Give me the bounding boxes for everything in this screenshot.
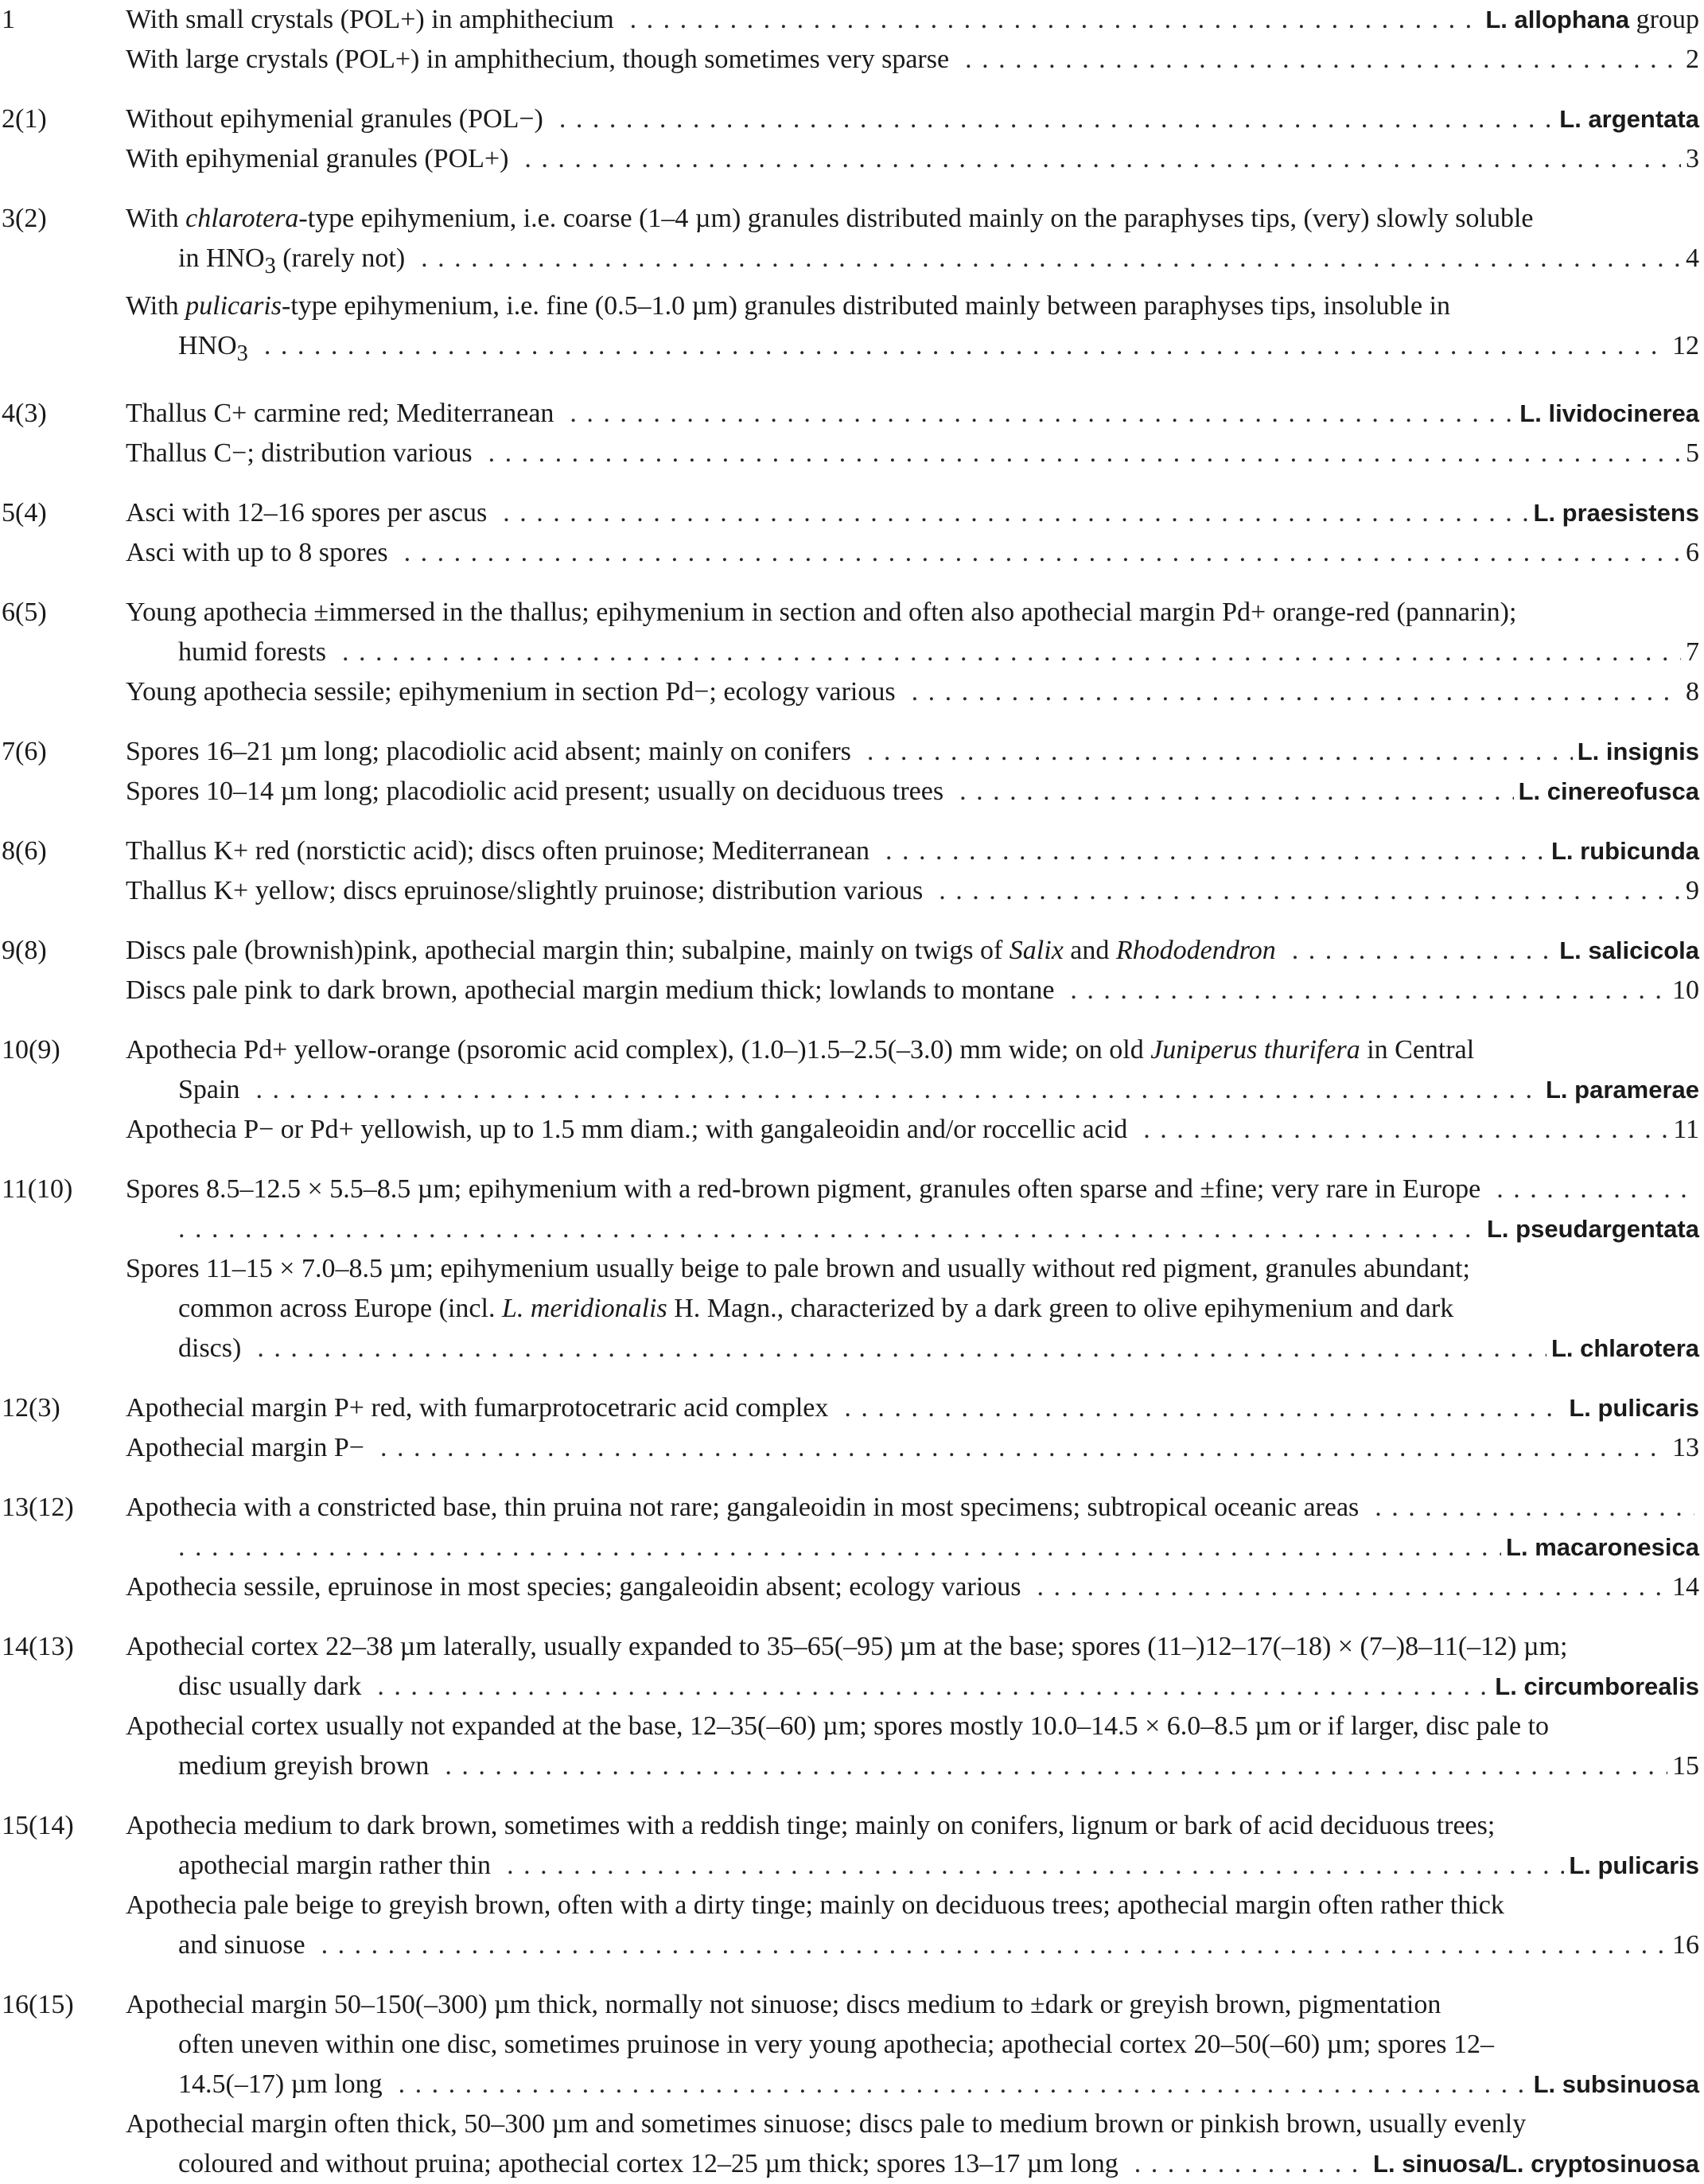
lead-text: -type epihymenium, i.e. coarse (1–4 µm) granules distributed mainly on the paraphyses tips, (very) slowly soluble [298, 204, 1534, 233]
leader-dots [404, 533, 1681, 573]
key-lead [126, 533, 1699, 573]
taxon-name: L. praesistens [1533, 498, 1699, 527]
key-lead [126, 593, 1699, 672]
goto-number: 3 [1686, 144, 1699, 173]
couplet-number: 14(13) [2, 1631, 74, 1661]
leader-dots [377, 1667, 1490, 1707]
key-lead [126, 40, 1699, 80]
goto-number: 2 [1686, 45, 1699, 74]
taxon-name: L. pseudargentata [1487, 1214, 1699, 1243]
key-lead [126, 1388, 1699, 1428]
key-lead [126, 1886, 1699, 1965]
lead-text: Thallus K+ red (norstictic acid); discs often pruinose; Mediterranean [126, 835, 870, 866]
lead-text: coloured and without pruina; apothecial cortex 12–25 µm thick; spores 13–17 µm long [178, 2148, 1118, 2178]
key-lead [126, 1249, 1699, 1368]
couplet [0, 1806, 1704, 1965]
subscript: 3 [236, 341, 248, 366]
lead-text: discs) [178, 1333, 242, 1363]
lead-text: Asci with up to 8 spores [126, 537, 388, 567]
lead-text: Spores 10–14 µm long; placodiolic acid present; usually on deciduous trees [126, 776, 944, 806]
leader-dots [867, 732, 1573, 772]
lead-text: disc usually dark [178, 1671, 362, 1701]
lead-text: With large crystals (POL+) in amphithecium, though sometimes very sparse [126, 45, 950, 74]
taxon-name: L. cinereofusca [1518, 777, 1699, 805]
lead-text: humid forests [178, 637, 327, 667]
lead-text: and [1063, 935, 1116, 965]
key-lead [126, 1707, 1699, 1786]
couplet-number: 6(5) [2, 597, 47, 627]
couplet-number: 12(3) [2, 1392, 60, 1423]
couplet [0, 1030, 1704, 1150]
lead-text: Thallus K+ yellow; discs epruinose/slightly pruinose; distribution various [126, 875, 924, 905]
goto-number: 8 [1686, 676, 1699, 707]
couplet [0, 931, 1704, 1010]
lead-line [126, 199, 1699, 239]
lead-text: Apothecia P− or Pd+ yellowish, up to 1.5 mm diam.; with gangaleoidin and/or roccellic acid [126, 1114, 1128, 1144]
lead-line [126, 286, 1699, 326]
leader-dots [1375, 1488, 1694, 1528]
couplet [0, 0, 1704, 80]
couplet-number: 2(1) [2, 104, 47, 134]
couplet-number: 9(8) [2, 935, 47, 965]
key-lead [126, 1567, 1699, 1607]
leader-dots [885, 831, 1546, 871]
subscript: 3 [264, 253, 276, 278]
goto-number: 4 [1686, 243, 1699, 273]
lead-text: Thallus C−; distribution various [126, 438, 473, 468]
couplet-number: 5(4) [2, 497, 47, 528]
couplet-number: 16(15) [2, 1989, 74, 2019]
lead-text: (rarely not) [275, 243, 406, 273]
key-lead [126, 1110, 1699, 1150]
couplet [0, 1985, 1704, 2184]
taxon-name: L. chlarotera [1550, 1333, 1699, 1362]
couplet [0, 1488, 1704, 1607]
key-lead [126, 1488, 1699, 1567]
lead-line: Apothecial margin often thick, 50–300 µm and sometimes sinuose; discs pale to medium brown or pinkish brown, usually evenly [126, 2108, 1527, 2139]
lead-italic: chlarotera [185, 204, 299, 233]
couplet [0, 593, 1704, 712]
leader-dots [1070, 971, 1667, 1010]
taxon-name: L. subsinuosa [1533, 2069, 1699, 2098]
key-lead [126, 286, 1699, 374]
taxon-name: L. pulicaris [1569, 1851, 1699, 1879]
lead-text: Apothecial margin P+ red, with fumarprotocetraric acid complex [126, 1392, 829, 1423]
couplet [0, 831, 1704, 911]
key-lead [126, 99, 1699, 139]
leader-dots [1037, 1567, 1667, 1607]
leader-dots [399, 2065, 1529, 2104]
key-lead [126, 871, 1699, 911]
leader-dots [939, 871, 1681, 911]
couplet [0, 1627, 1704, 1786]
taxon-name: L. paramerae [1546, 1075, 1699, 1104]
taxon-name: L. salicicola [1559, 936, 1699, 964]
goto-number: 14 [1672, 1571, 1699, 1602]
lead-text: common across Europe (incl. [178, 1293, 502, 1323]
key-lead [126, 1428, 1699, 1468]
goto-number: 11 [1673, 1114, 1699, 1144]
couplet-number: 4(3) [2, 398, 47, 428]
couplet-number: 13(12) [2, 1492, 74, 1522]
taxon-name: L. macaronesica [1506, 1532, 1699, 1561]
lead-italic: pulicaris [185, 290, 282, 321]
goto-number: 9 [1686, 875, 1699, 905]
key-lead [126, 831, 1699, 871]
leader-dots [488, 434, 1681, 473]
lead-text: Young apothecia sessile; epihymenium in section Pd−; ecology various [126, 676, 896, 707]
lead-line: Spores 11–15 × 7.0–8.5 µm; epihymenium usually beige to pale brown and usually without red pigment, granules abundant; [126, 1253, 1471, 1283]
lead-text: With epihymenial granules (POL+) [126, 144, 509, 173]
lead-text: apothecial margin rather thin [178, 1850, 492, 1880]
lead-italic: L. meridionalis [501, 1293, 667, 1323]
lead-line: Apothecia pale beige to greyish brown, often with a dirty tinge; mainly on deciduous trees; apothecial margin often rather thick [126, 1890, 1504, 1920]
lead-text: With [126, 204, 186, 233]
lead-text: in HNO [178, 243, 265, 273]
leader-dots [342, 633, 1681, 672]
lead-text: Apothecia Pd+ yellow-orange (psoromic acid complex), (1.0–)1.5–2.5(–3.0) mm wide; on old [126, 1034, 1151, 1065]
couplet-number: 7(6) [2, 736, 47, 766]
couplet [0, 394, 1704, 473]
couplet [0, 493, 1704, 573]
leader-dots [321, 1925, 1667, 1965]
couplet-number: 3(2) [2, 204, 47, 233]
leader-dots [264, 326, 1667, 366]
leader-dots [1143, 1110, 1668, 1150]
taxon-name: L. insignis [1577, 737, 1699, 765]
key-lead [126, 493, 1699, 533]
lead-text: Apothecia with a constricted base, thin pruina not rare; gangaleoidin in most specimens; subtropical oceanic areas [126, 1492, 1360, 1522]
taxon-name: L. lividocinerea [1519, 399, 1699, 427]
lead-text: H. Magn., characterized by a dark green to olive epihymenium and dark [667, 1293, 1454, 1323]
couplet [0, 199, 1704, 374]
key-lead [126, 1030, 1699, 1110]
leader-dots [844, 1388, 1564, 1428]
lead-text: Apothecial margin P− [126, 1432, 364, 1462]
leader-dots [1134, 2144, 1368, 2184]
leader-dots [959, 772, 1514, 812]
goto-number: 5 [1686, 438, 1699, 468]
leader-dots [255, 1070, 1541, 1110]
key-lead [126, 1170, 1699, 1249]
lead-text: Apothecia sessile, epruinose in most species; gangaleoidin absent; ecology various [126, 1571, 1021, 1602]
key-lead [126, 1985, 1699, 2104]
lead-line [126, 1289, 1699, 1329]
goto-number: 7 [1686, 637, 1699, 667]
lead-italic: Salix [1009, 935, 1064, 965]
lead-text: in Central [1360, 1034, 1475, 1065]
key-lead [126, 672, 1699, 712]
leader-dots [559, 99, 1554, 139]
key-lead [126, 2104, 1699, 2184]
key-lead [126, 394, 1699, 434]
lead-text: Discs pale pink to dark brown, apothecial margin medium thick; lowlands to montane [126, 975, 1055, 1005]
leader-dots [503, 493, 1528, 533]
goto-number: 13 [1672, 1432, 1699, 1462]
leader-dots [912, 672, 1681, 712]
taxon-suffix: group [1629, 5, 1699, 34]
lead-italic: Juniperus thurifera [1150, 1034, 1360, 1065]
goto-number: 15 [1672, 1750, 1699, 1781]
lead-text: With [126, 290, 186, 321]
leader-dots [1496, 1170, 1694, 1209]
key-lead [126, 1806, 1699, 1886]
lead-text: Without epihymenial granules (POL−) [126, 104, 543, 134]
taxon-name: L. pulicaris [1569, 1393, 1699, 1422]
lead-text: Spores 8.5–12.5 × 5.5–8.5 µm; epihymenium with a red-brown pigment, granules often sparse and ±fine; very rare in Europe [126, 1174, 1481, 1204]
lead-text: Spain [178, 1074, 240, 1104]
key-lead [126, 434, 1699, 473]
goto-number: 12 [1672, 330, 1699, 360]
leader-dots [1292, 931, 1555, 971]
leader-dots [507, 1846, 1564, 1886]
leader-dots [965, 40, 1681, 80]
couplet-number: 15(14) [2, 1810, 74, 1840]
couplet [0, 99, 1704, 179]
lead-text: medium greyish brown [178, 1750, 430, 1781]
lead-line: often uneven within one disc, sometimes pruinose in very young apothecia; apothecial cortex 20–50(–60) µm; spores 12– [178, 2029, 1495, 2059]
couplet-number: 11(10) [2, 1174, 73, 1204]
leader-dots [380, 1428, 1667, 1468]
lead-text: -type epihymenium, i.e. fine (0.5–1.0 µm) granules distributed mainly between paraphyses tips, insoluble in [282, 290, 1451, 321]
taxon-name: L. allophana [1485, 6, 1630, 33]
taxon-name: L. circumborealis [1495, 1672, 1699, 1700]
key-lead [126, 772, 1699, 812]
lead-text: HNO [178, 330, 237, 360]
key-lead [126, 732, 1699, 772]
key-lead [126, 199, 1699, 286]
leader-dots [257, 1329, 1546, 1368]
lead-text: Spores 16–21 µm long; placodiolic acid absent; mainly on conifers [126, 736, 851, 766]
lead-line: Apothecial cortex 22–38 µm laterally, usually expanded to 35–65(–95) µm at the base; spores (11–)12–17(–18) × (7–)8–11(–12) µm; [126, 1631, 1568, 1661]
key-lead [126, 931, 1699, 971]
couplet [0, 732, 1704, 812]
lead-line: Apothecial margin 50–150(–300) µm thick, normally not sinuose; discs medium to ±dark or greyish brown, pigmentation [126, 1989, 1441, 2019]
lead-line: Apothecial cortex usually not expanded at the base, 12–35(–60) µm; spores mostly 10.0–14.5 × 6.0–8.5 µm or if larger, disc pale to [126, 1711, 1550, 1741]
lead-text: Thallus C+ carmine red; Mediterranean [126, 398, 554, 428]
goto-number: 6 [1686, 537, 1699, 567]
key-lead [126, 1627, 1699, 1707]
leader-dots [630, 0, 1481, 40]
lead-line [126, 1030, 1699, 1070]
key-lead [126, 139, 1699, 179]
leader-dots [524, 139, 1681, 179]
goto-number: 10 [1672, 975, 1699, 1005]
key-lead [126, 971, 1699, 1010]
lead-line: Apothecia medium to dark brown, sometimes with a reddish tinge; mainly on conifers, lignum or bark of acid deciduous trees; [126, 1810, 1496, 1840]
lead-text: 14.5(–17) µm long [178, 2069, 383, 2099]
lead-text: Discs pale (brownish)pink, apothecial margin thin; subalpine, mainly on twigs of [126, 935, 1010, 965]
taxon-name: L. argentata [1559, 105, 1699, 133]
couplet-number: 8(6) [2, 835, 47, 866]
leader-dots [570, 394, 1515, 434]
lead-italic: Rhododendron [1115, 935, 1276, 965]
taxon-name: L. rubicunda [1551, 836, 1699, 865]
key-lead [126, 0, 1699, 40]
lead-text: With small crystals (POL+) in amphithecium [126, 5, 614, 34]
leader-dots [178, 1528, 1501, 1567]
couplet [0, 1388, 1704, 1468]
lead-line: Young apothecia ±immersed in the thallus; epihymenium in section and often also apothecial margin Pd+ orange-red (pannarin); [126, 597, 1517, 627]
goto-number: 16 [1672, 1929, 1699, 1960]
leader-dots [178, 1209, 1482, 1249]
leader-dots [421, 239, 1681, 278]
taxon-name: L. sinuosa/L. cryptosinuosa [1373, 2149, 1699, 2178]
lead-text: Asci with 12–16 spores per ascus [126, 497, 488, 528]
leader-dots [445, 1746, 1667, 1786]
lead-text: and sinuose [178, 1929, 305, 1960]
couplet-number: 10(9) [2, 1034, 60, 1065]
couplet-number: 1 [2, 5, 15, 34]
couplet [0, 1170, 1704, 1368]
